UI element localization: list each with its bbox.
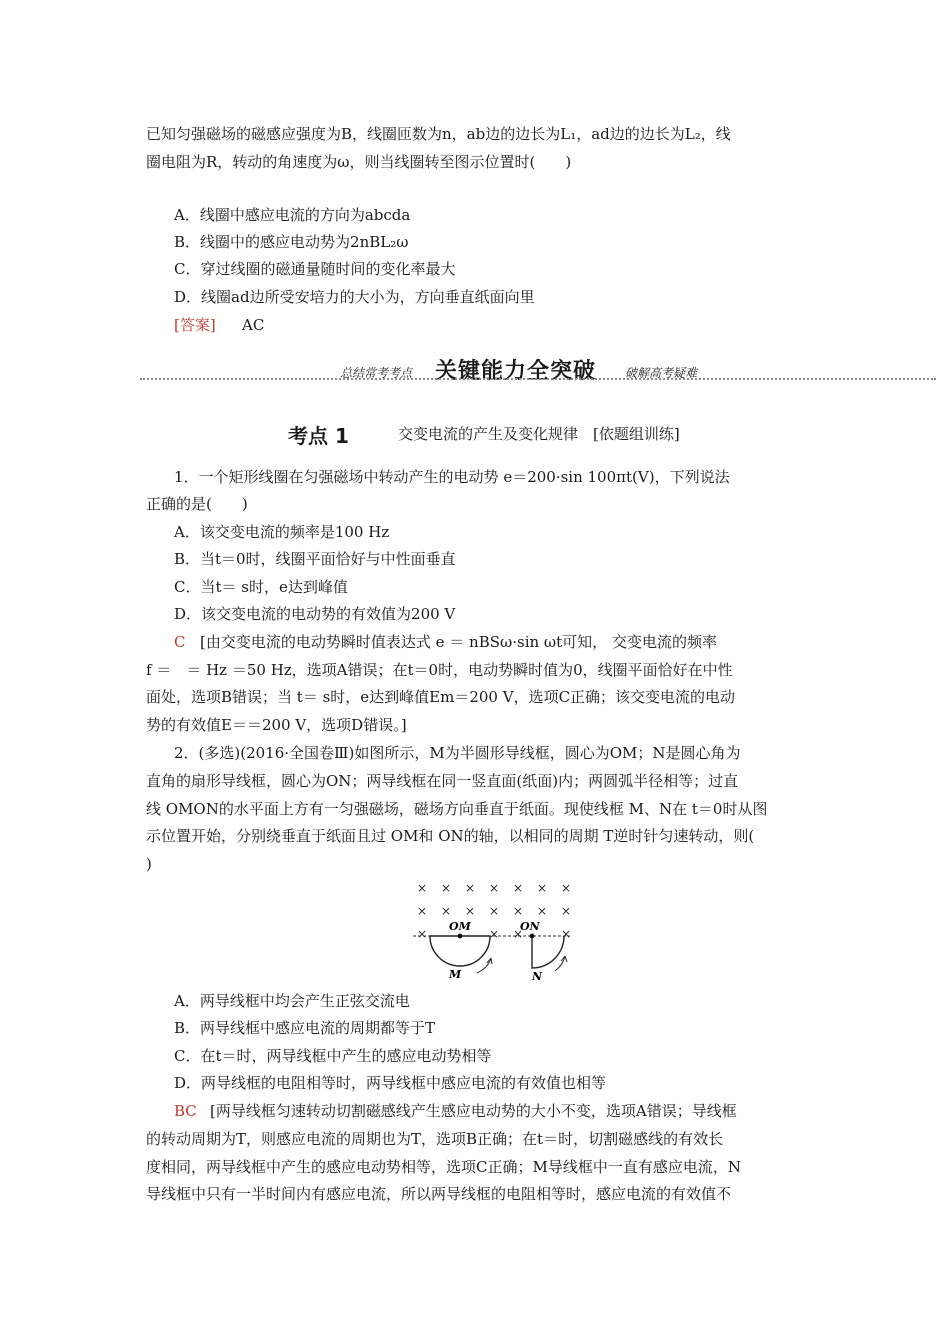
section-title: 交变电流的产生及变化规律 [依题组训练] [398, 425, 680, 443]
label-m: M [449, 968, 462, 981]
field-cross: × [489, 927, 500, 941]
section-label [278, 420, 368, 446]
field-cross: × [417, 927, 428, 941]
q1-option-b: B．当t＝0时，线圈平面恰好与中性面垂直 [174, 550, 456, 568]
intro-line-1: 已知匀强磁场的磁感应强度为B，线圈匝数为n，ab边的边长为L₁，ad边的边长为L₂，线 [146, 125, 731, 143]
q0-option-b: B．线圈中的感应电动势为2nBL₂ω [174, 233, 409, 251]
q1-explanation-1: [由交变电流的电动势瞬时值表达式 e ＝ nBSω·sin ωt可知， 交变电流的频率 [200, 633, 717, 651]
q0-option-a: A．线圈中感应电流的方向为abcda [174, 206, 411, 224]
banner-left-text: 总结常考考点 [340, 366, 413, 380]
label-om: OM [449, 920, 471, 933]
q1-stem-1: 1．一个矩形线圈在匀强磁场中转动产生的电动势 e＝200·sin 100πt(V)，下列说法 [174, 468, 730, 486]
q2-stem-1: 2．(多选)(2016·全国卷Ⅲ)如图所示，M为半圆形导线框，圆心为OM；N是圆心角为 [174, 744, 741, 762]
section-banner [140, 352, 936, 386]
q2-answer: BC [174, 1102, 197, 1120]
semicircle-frame-m [430, 936, 490, 966]
q2-stem-4: 示位置开始，分别绕垂直于纸面且过 OM和 ON的轴，以相同的周期 T逆时针匀速转动，则( [146, 827, 755, 845]
q2-option-b: B．两导线框中感应电流的周期都等于T [174, 1019, 436, 1037]
q1-stem-2: 正确的是( ) [146, 495, 248, 513]
q1-option-d: D．该交变电流的电动势的有效值为200 V [174, 605, 456, 623]
q2-explanation-4: 导线框中只有一半时间内有感应电流，所以两导线框的电阻相等时，感应电流的有效值不 [146, 1185, 732, 1203]
field-cross: × [537, 904, 548, 918]
q0-option-c: C．穿过线圈的磁通量随时间的变化率最大 [174, 260, 456, 278]
q1-explanation-3: 面处，选项B错误；当 t＝ s时，e达到峰值Em＝200 V，选项C正确；该交变电流的电动 [146, 688, 736, 706]
label-on: ON [520, 920, 540, 933]
q1-option-a: A．该交变电流的频率是100 Hz [174, 523, 390, 541]
q1-answer: C [174, 633, 186, 651]
field-cross: × [465, 904, 476, 918]
section-label-text: 考点 1 [288, 424, 349, 448]
q2-option-d: D．两导线框的电阻相等时，两导线框中感应电流的有效值也相等 [174, 1074, 607, 1092]
q1-explanation-4: 势的有效值E＝＝200 V，选项D错误。] [146, 716, 407, 734]
field-cross: × [513, 904, 524, 918]
intro-line-2: 圈电阻为R，转动的角速度为ω，则当线圈转至图示位置时( ) [146, 153, 572, 171]
banner-right-text: 破解高考疑难 [625, 366, 698, 380]
q2-explanation-2: 的转动周期为T，则感应电流的周期也为T，选项B正确；在t＝时，切割磁感线的有效长 [146, 1130, 724, 1148]
field-cross: × [417, 904, 428, 918]
field-cross: × [561, 881, 572, 895]
q2-option-a: A．两导线框中均会产生正弦交流电 [174, 992, 410, 1010]
field-cross: × [441, 904, 452, 918]
q2-stem-2: 直角的扇形导线框，圆心为ON；两导线框在同一竖直面(纸面)内；两圆弧半径相等；过直 [146, 772, 739, 790]
pivot-on [530, 934, 535, 939]
q2-option-c: C．在t＝时，两导线框中产生的感应电动势相等 [174, 1047, 492, 1065]
q1-option-c: C．当t＝ s时，e达到峰值 [174, 578, 348, 596]
q1-explanation-2: f ＝ ＝ Hz ＝50 Hz，选项A错误；在t＝0时，电动势瞬时值为0，线圈平面恰好在中性 [146, 661, 733, 679]
q0-answer-tag: [答案] [174, 316, 216, 334]
label-n: N [532, 970, 543, 983]
field-cross: × [441, 881, 452, 895]
q2-stem-3: 线 OMON的水平面上方有一匀强磁场，磁场方向垂直于纸面。现使线框 M、N在 t＝0时从图 [146, 800, 768, 818]
field-cross: × [537, 881, 548, 895]
banner-divider [140, 378, 936, 380]
sector-frame-n [532, 936, 564, 968]
magnetic-field-crosses [417, 881, 571, 941]
field-cross: × [417, 881, 428, 895]
field-cross: × [489, 904, 500, 918]
pivot-om [458, 934, 463, 939]
q2-explanation-1: [两导线框匀速转动切割磁感线产生感应电动势的大小不变，选项A错误；导线框 [210, 1102, 737, 1120]
field-cross: × [465, 881, 476, 895]
field-cross: × [561, 927, 572, 941]
q2-stem-5: ) [146, 855, 152, 873]
q2-explanation-3: 度相同，两导线框中产生的感应电动势相等，选项C正确；M导线框中一直有感应电流，N [146, 1158, 741, 1176]
field-cross: × [513, 927, 524, 941]
field-cross: × [561, 904, 572, 918]
field-cross: × [513, 881, 524, 895]
banner-main-title: 关键能力全突破 [435, 359, 597, 384]
q0-answer: AC [242, 316, 265, 334]
field-cross: × [489, 881, 500, 895]
q0-option-d: D．线圈ad边所受安培力的大小为，方向垂直纸面向里 [174, 288, 535, 306]
q2-figure [405, 878, 585, 983]
